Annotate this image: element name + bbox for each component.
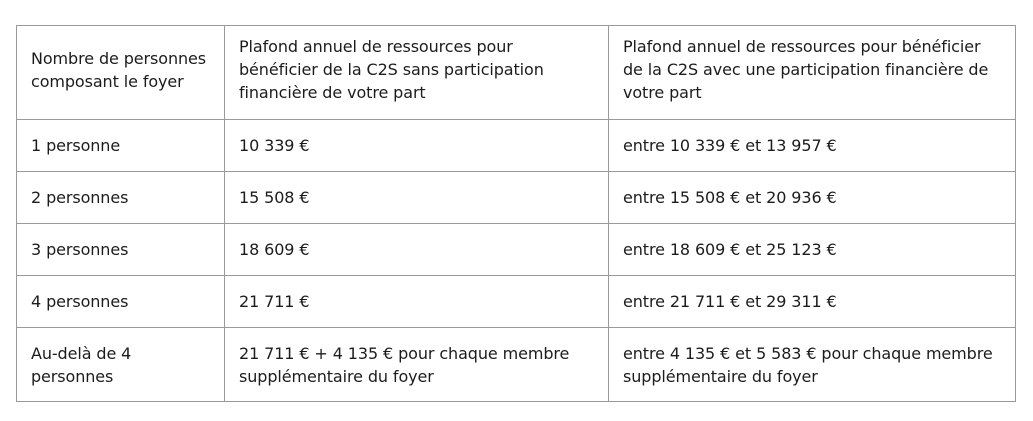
sans-participation-text: 21 711 € xyxy=(239,292,310,311)
avec-participation-text: entre 10 339 € et 13 957 € xyxy=(623,136,837,155)
avec-participation-text: entre 21 711 € et 29 311 € xyxy=(623,292,837,311)
table-row xyxy=(17,172,1016,224)
foyer-text: Au-delà de 4 personnes xyxy=(31,343,132,386)
cell-foyer xyxy=(17,224,225,276)
cell-foyer xyxy=(17,276,225,328)
table-header-row xyxy=(17,26,1016,120)
cell-foyer xyxy=(17,172,225,224)
cell-foyer xyxy=(17,328,225,402)
cell-sans-participation xyxy=(225,276,609,328)
header-cell-avec-participation xyxy=(609,26,1016,120)
table-row xyxy=(17,224,1016,276)
avec-participation-text: entre 18 609 € et 25 123 € xyxy=(623,240,837,259)
header-avec-participation-text: Plafond annuel de ressources pour bénéficier de la C2S avec une participation financière de votre part xyxy=(623,37,989,102)
avec-participation-text: entre 15 508 € et 20 936 € xyxy=(623,188,837,207)
sans-participation-text: 21 711 € + 4 135 € pour chaque membre supplémentaire du foyer xyxy=(239,343,570,386)
cell-avec-participation xyxy=(609,224,1016,276)
c2s-resource-ceiling-table xyxy=(16,25,1016,402)
cropped-heading-fragment xyxy=(62,0,72,5)
foyer-text: 3 personnes xyxy=(31,240,129,259)
cell-foyer xyxy=(17,120,225,172)
cell-sans-participation xyxy=(225,224,609,276)
cell-avec-participation xyxy=(609,328,1016,402)
sans-participation-text: 18 609 € xyxy=(239,240,310,259)
table-row xyxy=(17,120,1016,172)
cell-avec-participation xyxy=(609,120,1016,172)
cell-avec-participation xyxy=(609,172,1016,224)
header-cell-foyer xyxy=(17,26,225,120)
table-row xyxy=(17,276,1016,328)
foyer-text: 1 personne xyxy=(31,136,121,155)
cell-sans-participation xyxy=(225,328,609,402)
sans-participation-text: 10 339 € xyxy=(239,136,310,155)
cell-avec-participation xyxy=(609,276,1016,328)
foyer-text: 4 personnes xyxy=(31,292,129,311)
cell-sans-participation xyxy=(225,172,609,224)
avec-participation-text: entre 4 135 € et 5 583 € pour chaque membre supplémentaire du foyer xyxy=(623,343,993,386)
sans-participation-text: 15 508 € xyxy=(239,188,310,207)
cell-sans-participation xyxy=(225,120,609,172)
header-sans-participation-text: Plafond annuel de ressources pour bénéficier de la C2S sans participation financière de votre part xyxy=(239,37,544,102)
foyer-text: 2 personnes xyxy=(31,188,129,207)
header-foyer-text: Nombre de personnes composant le foyer xyxy=(31,48,207,91)
header-cell-sans-participation xyxy=(225,26,609,120)
table-row xyxy=(17,328,1016,402)
